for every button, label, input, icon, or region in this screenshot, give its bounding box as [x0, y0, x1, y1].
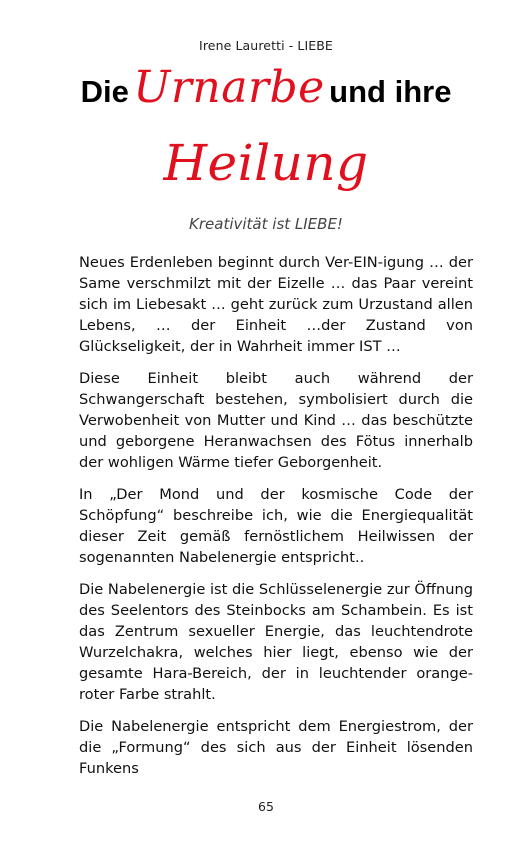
chapter-title-line-1 — [0, 62, 532, 113]
title-words-und-ihre: und ihre — [329, 74, 452, 109]
paragraph: Die Nabelenergie ist die Schlüsselenergie zur Öffnung des Seelentors des Steinbocks am Schambein. Es ist das Zentrum sexueller Energie, das leuchtendrote Wurzelchakra, welches hier liegt, ebenso wie der gesamte Hara-Bereich, der in leuchtender orange-roter Farbe strahlt. — [79, 580, 473, 704]
paragraph: In „Der Mond und der kosmische Code der Schöpfung“ beschreibe ich, wie die Energiequalität dieser Zeit gemäß fernöstlichem Heilwissen der sogenannten Nabelenergie entspricht.. — [79, 485, 473, 567]
page-number: 65 — [258, 799, 274, 814]
body-text — [79, 252, 473, 790]
title-word-heilung: Heilung — [163, 134, 369, 192]
chapter-title-line-2 — [0, 134, 532, 192]
paragraph: Diese Einheit bleibt auch während der Schwangerschaft bestehen, symbolisiert durch die Verwobenheit von Mutter und Kind … das beschützte und geborgene Heranwachsen des Fötus innerhalb der wohligen Wärme tiefer Geborgenheit. — [79, 369, 473, 472]
paragraph: Neues Erdenleben beginnt durch Ver-EIN-igung … der Same verschmilzt mit der Eizelle … das Paar vereint sich im Liebesakt … geht zurück zum Urzustand allen Lebens, … der Einheit …der Zustand von Glückseligkeit, der in Wahrheit immer IST … — [79, 254, 473, 356]
paragraph: Die Nabelenergie entspricht dem Energiestrom, der die „Formung“ des sich aus der Einheit lösenden Funkens — [79, 717, 473, 778]
title-word-urnarbe: Urnarbe — [133, 62, 325, 113]
chapter-subtitle: Kreativität ist LIEBE! — [189, 215, 343, 233]
running-header: Irene Lauretti - LIEBE — [199, 38, 333, 53]
title-word-die: Die — [80, 74, 129, 109]
